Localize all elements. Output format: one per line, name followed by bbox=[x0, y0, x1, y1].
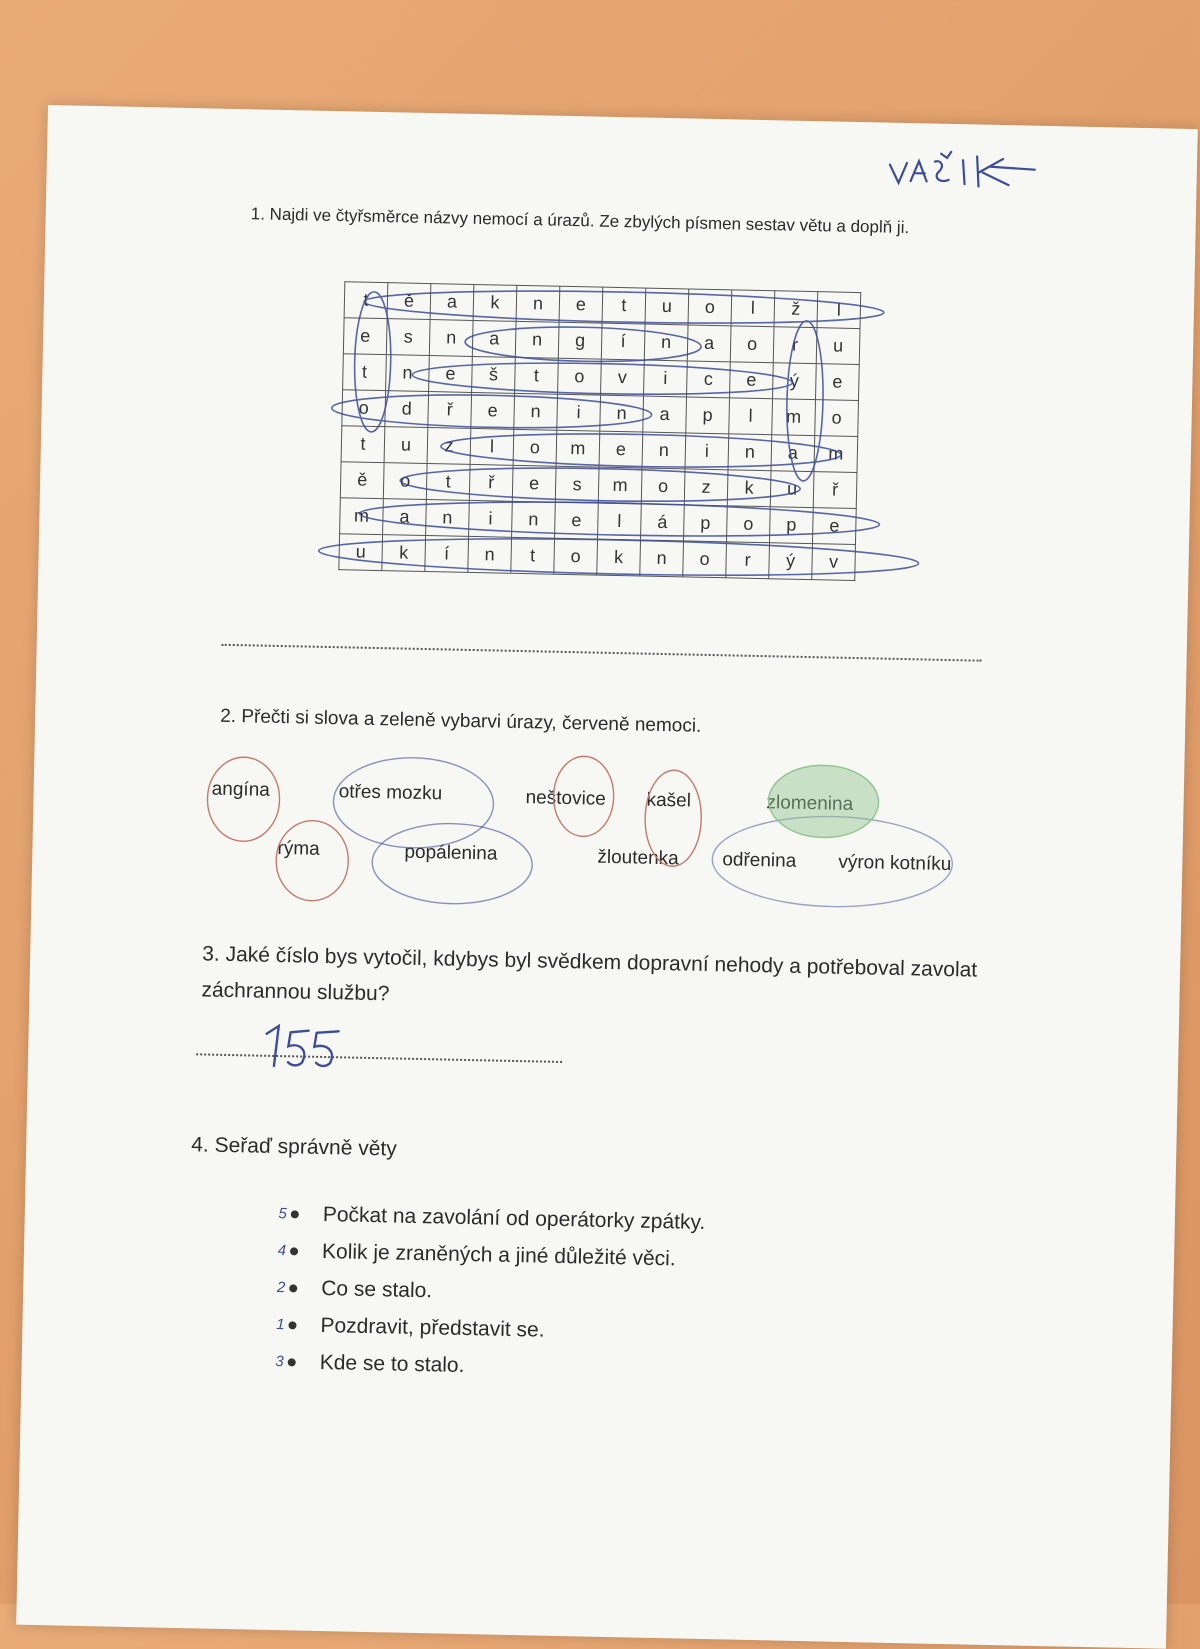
task3-title: 3. Jaké číslo bys vytočil, kdybys byl svědkem dopravní nehody a potřeboval zavolat záchrannou službu? bbox=[201, 942, 978, 1006]
grid-cell: ý bbox=[769, 543, 813, 580]
grid-cell: n bbox=[642, 432, 686, 469]
step-text: Pozdravit, představit se. bbox=[320, 1313, 545, 1342]
grid-cell: t bbox=[515, 357, 559, 394]
grid-cell: e bbox=[730, 362, 774, 399]
grid-cell: l bbox=[470, 428, 514, 465]
grid-cell: í bbox=[601, 323, 645, 360]
grid-cell: n bbox=[640, 540, 684, 577]
grid-cell: e bbox=[812, 508, 856, 545]
grid-cell: t bbox=[602, 287, 646, 324]
step-text: Kolik je zraněných a jiné důležité věci. bbox=[321, 1239, 676, 1270]
step-number: 5 bbox=[278, 1205, 288, 1223]
grid-cell: n bbox=[386, 355, 430, 392]
grid-cell: ř bbox=[428, 392, 472, 429]
list-item bbox=[261, 1343, 702, 1389]
grid-cell: o bbox=[727, 506, 771, 543]
grid-cell: n bbox=[515, 321, 559, 358]
step-text: Co se stalo. bbox=[321, 1276, 433, 1302]
grid-cell: l bbox=[731, 290, 775, 327]
ordering-list bbox=[261, 1195, 705, 1389]
grid-cell: e bbox=[471, 392, 515, 429]
grid-cell: o bbox=[815, 400, 859, 437]
grid-cell: z bbox=[427, 428, 471, 465]
grid-cell: u bbox=[816, 328, 860, 365]
grid-cell: u bbox=[770, 471, 814, 508]
word-odrenina: odřenina bbox=[722, 849, 797, 872]
grid-cell: a bbox=[643, 396, 687, 433]
grid-cell: i bbox=[685, 433, 729, 470]
grid-cell: í bbox=[425, 536, 469, 573]
grid-cell: k bbox=[727, 470, 771, 507]
task1-title: 1. Najdi ve čtyřsměrce názvy nemocí a úrazů. Ze zbylých písmen sestav větu a doplň ji. bbox=[250, 204, 910, 238]
grid-cell: ř bbox=[469, 464, 513, 501]
word-otres-mozku: otřes mozku bbox=[338, 781, 443, 805]
grid-cell: r bbox=[773, 327, 817, 364]
grid-cell: n bbox=[516, 285, 560, 322]
step-number: 1 bbox=[275, 1316, 285, 1334]
grid-cell: m bbox=[598, 467, 642, 504]
handwritten-name bbox=[884, 145, 1045, 198]
grid-cell: t bbox=[341, 426, 385, 463]
grid-cell: á bbox=[641, 504, 685, 541]
grid-cell: s bbox=[386, 319, 430, 356]
handwritten-answer-155 bbox=[256, 1022, 347, 1072]
step-text: Kde se to stalo. bbox=[319, 1350, 465, 1377]
grid-cell: o bbox=[558, 358, 602, 395]
grid-cell: o bbox=[688, 289, 732, 326]
grid-cell: o bbox=[513, 429, 557, 466]
grid-cell: e bbox=[343, 318, 387, 355]
step-number: 4 bbox=[277, 1242, 287, 1260]
bullet-icon bbox=[290, 1247, 298, 1255]
grid-cell: n bbox=[728, 434, 772, 471]
bullet-icon bbox=[291, 1210, 299, 1218]
answer-line-task3 bbox=[196, 1053, 562, 1063]
word-popalenina: popálenina bbox=[404, 841, 498, 865]
worksheet-paper bbox=[16, 105, 1198, 1649]
word-zlomenina: zlomenina bbox=[766, 792, 854, 816]
answer-line-task1 bbox=[222, 644, 982, 662]
grid-cell: k bbox=[382, 535, 426, 572]
grid-cell: n bbox=[600, 395, 644, 432]
grid-cell: l bbox=[598, 503, 642, 540]
grid-cell: e bbox=[512, 465, 556, 502]
grid-cell: m bbox=[772, 399, 816, 436]
grid-cell: o bbox=[554, 538, 598, 575]
grid-cell: t bbox=[426, 464, 470, 501]
grid-cell: m bbox=[556, 430, 600, 467]
grid-cell: e bbox=[555, 502, 599, 539]
grid-cell: u bbox=[645, 288, 689, 325]
grid-cell: k bbox=[597, 539, 641, 576]
grid-cell: e bbox=[429, 356, 473, 393]
word-kasel: kašel bbox=[646, 789, 692, 812]
grid-cell: n bbox=[429, 320, 473, 357]
grid-cell: k bbox=[473, 284, 517, 321]
grid-cell: i bbox=[644, 360, 688, 397]
task2-title: 2. Přečti si slova a zeleně vybarvi úrazy, červeně nemoci. bbox=[220, 705, 702, 737]
grid-cell: n bbox=[512, 501, 556, 538]
grid-cell: n bbox=[644, 324, 688, 361]
grid-cell: o bbox=[683, 541, 727, 578]
grid-cell: p bbox=[686, 397, 730, 434]
grid-cell: a bbox=[430, 284, 474, 321]
grid-cell: ě bbox=[387, 283, 431, 320]
step-number: 3 bbox=[275, 1353, 284, 1371]
grid-cell: ý bbox=[773, 363, 817, 400]
grid-cell: d bbox=[385, 391, 429, 428]
step-number: 2 bbox=[276, 1279, 286, 1297]
grid-cell: v bbox=[601, 359, 645, 396]
grid-cell: g bbox=[558, 322, 602, 359]
grid-cell: ě bbox=[340, 462, 384, 499]
task4-title: 4. Seřaď správně věty bbox=[191, 1133, 397, 1161]
grid-cell: z bbox=[684, 469, 728, 506]
bullet-icon bbox=[288, 1321, 296, 1329]
step-text: Počkat na zavolání od operátorky zpátky. bbox=[322, 1202, 706, 1234]
grid-cell: i bbox=[469, 500, 513, 537]
grid-cell: a bbox=[687, 325, 731, 362]
grid-cell: o bbox=[641, 468, 685, 505]
grid-cell: ž bbox=[774, 291, 818, 328]
grid-cell: e bbox=[559, 286, 603, 323]
grid-cell: c bbox=[687, 361, 731, 398]
grid-cell: t bbox=[511, 537, 555, 574]
grid-cell: a bbox=[472, 320, 516, 357]
grid-cell: a bbox=[383, 499, 427, 536]
word-search-grid bbox=[338, 281, 861, 581]
grid-cell: n bbox=[426, 500, 470, 537]
grid-cell: š bbox=[472, 356, 516, 393]
grid-cell: n bbox=[514, 393, 558, 430]
grid-cell: n bbox=[468, 536, 512, 573]
bullet-icon bbox=[288, 1358, 296, 1366]
grid-cell: o bbox=[342, 390, 386, 427]
bullet-icon bbox=[289, 1284, 297, 1292]
grid-cell: t bbox=[343, 354, 387, 391]
word-ryma: rýma bbox=[277, 837, 320, 860]
word-zloutenka: žloutenka bbox=[597, 846, 679, 870]
word-angina: angína bbox=[211, 778, 271, 801]
grid-cell: p bbox=[684, 505, 728, 542]
grid-cell: t bbox=[344, 282, 388, 319]
grid-cell: ř bbox=[813, 472, 857, 509]
grid-cell: e bbox=[599, 431, 643, 468]
grid-cell: p bbox=[769, 507, 813, 544]
grid-cell: r bbox=[726, 542, 770, 579]
grid-cell: a bbox=[771, 435, 815, 472]
grid-cell: o bbox=[383, 463, 427, 500]
grid-cell: i bbox=[557, 394, 601, 431]
grid-cell: u bbox=[339, 534, 383, 571]
grid-cell: m bbox=[814, 436, 858, 473]
word-nestovice: neštovice bbox=[525, 787, 607, 810]
grid-cell: v bbox=[812, 544, 856, 581]
grid-cell: l bbox=[729, 398, 773, 435]
grid-cell: u bbox=[384, 427, 428, 464]
grid-cell: l bbox=[817, 292, 861, 329]
grid-cell: e bbox=[815, 364, 859, 401]
grid-cell: o bbox=[730, 326, 774, 363]
grid-cell: s bbox=[555, 466, 599, 503]
word-vyron-kotniku: výron kotníku bbox=[838, 851, 952, 876]
grid-cell: m bbox=[340, 498, 384, 535]
